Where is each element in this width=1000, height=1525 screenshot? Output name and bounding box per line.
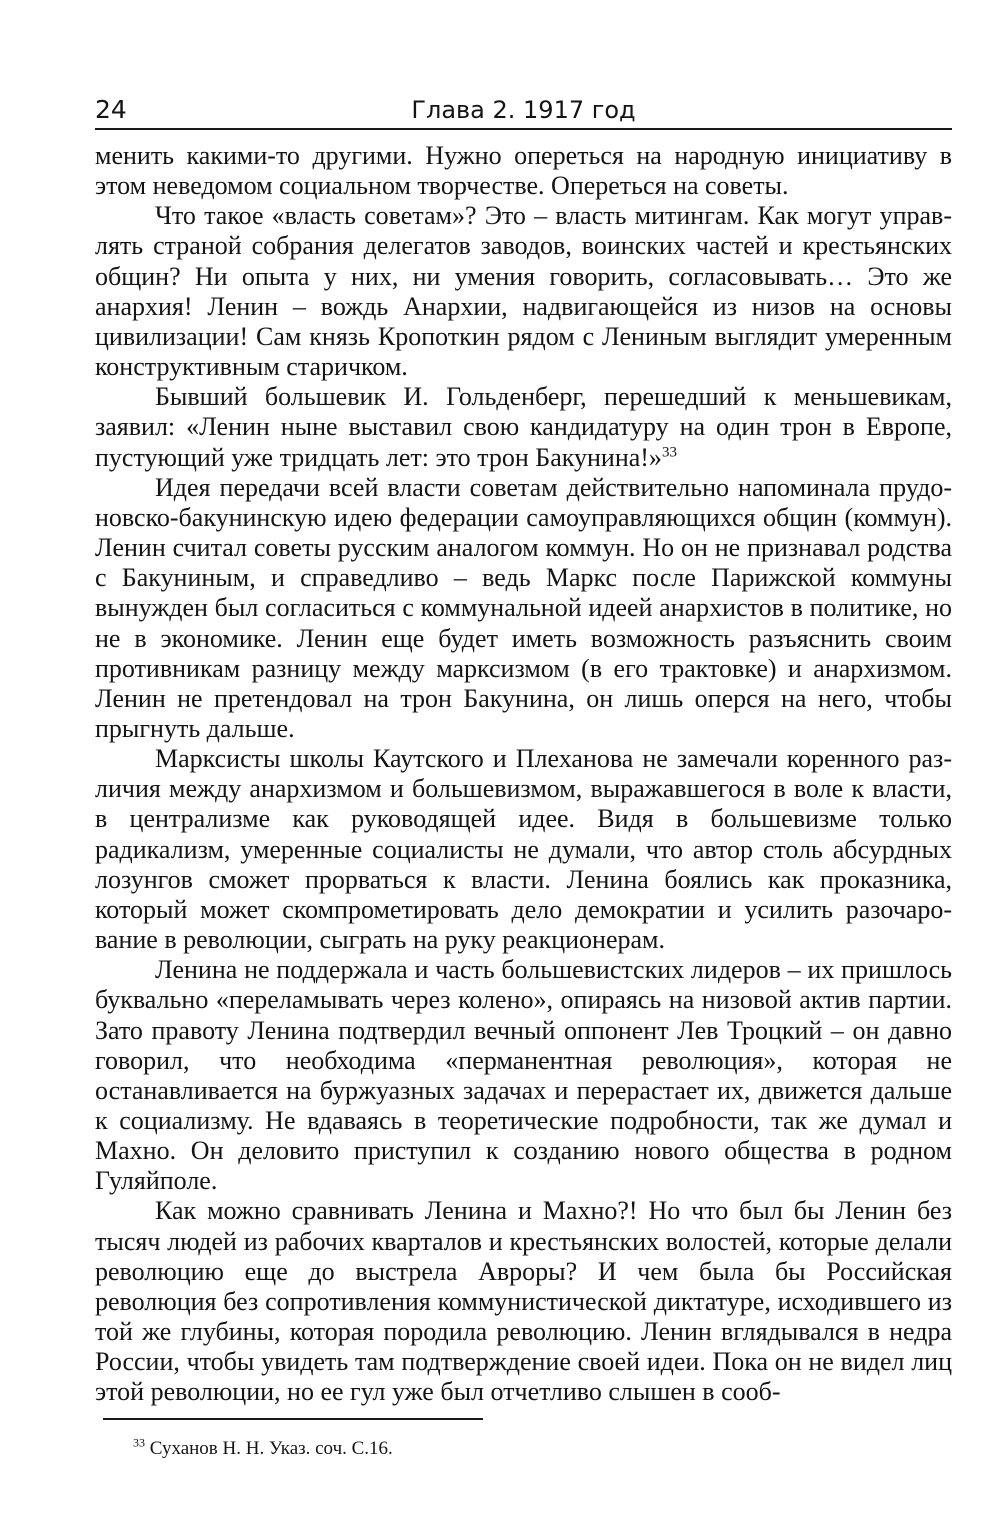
- footnote-text: Суханов Н. Н. Указ. соч. С.16.: [149, 1438, 393, 1459]
- footnote-reference[interactable]: 33: [661, 443, 677, 460]
- paragraph-text: Ленина не поддержала и часть большевистских лидеров – их пришлось буквально «переламывать через колено», опираясь на низовой актив партии. Зато правоту Ленина подтвердил вечный оппонент Лев Троцкий – он давно говорил, что необходима «перманентная революция», которая не останавливается на буржуазных задачах и перерастает их, движется дальше к социализму. Не вдаваясь в теоретические подробности, так же думал и Махно. Он деловито приступил к созданию нового общества в родном Гуляйполе.: [95, 955, 952, 1196]
- footnote-number: 33: [133, 1435, 145, 1450]
- footnote-rule: [103, 1418, 483, 1420]
- paragraph-text: Как можно сравнивать Ленина и Махно?! Но что был бы Ленин без тысяч людей из рабочих кварталов и крестьянских волостей, которые делали революцию еще до выстрела Авроры? И чем была бы Российская революция без сопротивления коммунистической диктатуре, исходившего из той же глубины, которая породила революцию. Ленин вглядывался в недра России, чтобы увидеть там подтверждение своей идеи. Пока он не видел лиц этой революции, но ее гул уже был отчетливо слышен в сооб-: [95, 1196, 952, 1407]
- paragraph: [95, 201, 952, 382]
- paragraph: [95, 382, 952, 472]
- paragraph: [95, 473, 952, 744]
- page-number: 24: [95, 95, 127, 124]
- running-head: [95, 92, 952, 128]
- paragraph: [95, 955, 952, 1196]
- paragraph-text: Бывший большевик И. Гольденберг, перешедший к меньшевикам, заявил: «Ленин ныне выставил свою кандидатуру на один трон в Европе, пустующий уже тридцать лет: это трон Бакунина!»: [95, 382, 952, 472]
- paragraph: [95, 141, 952, 201]
- paragraph-text: менить какими-то другими. Нужно опереться на народную инициативу в этом неведомом социальном творчестве. Опереться на советы.: [95, 141, 952, 201]
- paragraph-text: Идея передачи всей власти советам действительно напоминала прудоновско-бакунинскую идею федерации самоуправляющихся общин (коммун). Ленин считал советы русским аналогом коммун. Но он не признавал родства с Бакуниным, и справедливо – ведь Маркс после Парижской коммуны вынужден был согласиться с коммунальной идеей анархистов в политике, но не в экономике. Ленин еще будет иметь возможность разъяснить своим противникам разницу между марксизмом (в его трактовке) и анархизмом. Ленин не претендовал на трон Бакунина, он лишь оперся на него, чтобы прыгнуть дальше.: [95, 472, 952, 743]
- footnote: [133, 1436, 393, 1462]
- header-rule: [95, 128, 952, 130]
- chapter-title: Глава 2. 1917 год: [411, 96, 636, 124]
- paragraph-text: Марксисты школы Каутского и Плеханова не замечали коренного различия между анархизмом и большевизмом, выражавшегося в воле к власти, в централизме как руководящей идее. Видя в большевизме только радикализм, умеренные социалисты не думали, что автор столь абсурдных лозунгов сможет прорваться к власти. Ленина боялись как проказника, который может скомпрометировать дело демократии и усилить разочарование в революции, сыграть на руку реакционерам.: [95, 744, 952, 955]
- body-text: [95, 141, 952, 1408]
- paragraph-text: Что такое «власть советам»? Это – власть митингам. Как могут управлять страной собрания делегатов заводов, воинских частей и крестьянских общин? Ни опыта у них, ни умения говорить, согласовывать… Это же анархия! Ленин – вождь Анархии, надвигающейся из низов на основы цивилизации! Сам князь Кропоткин рядом с Лениным выглядит умеренным конструктивным старичком.: [95, 201, 952, 382]
- paragraph: [95, 1196, 952, 1407]
- paragraph: [95, 744, 952, 955]
